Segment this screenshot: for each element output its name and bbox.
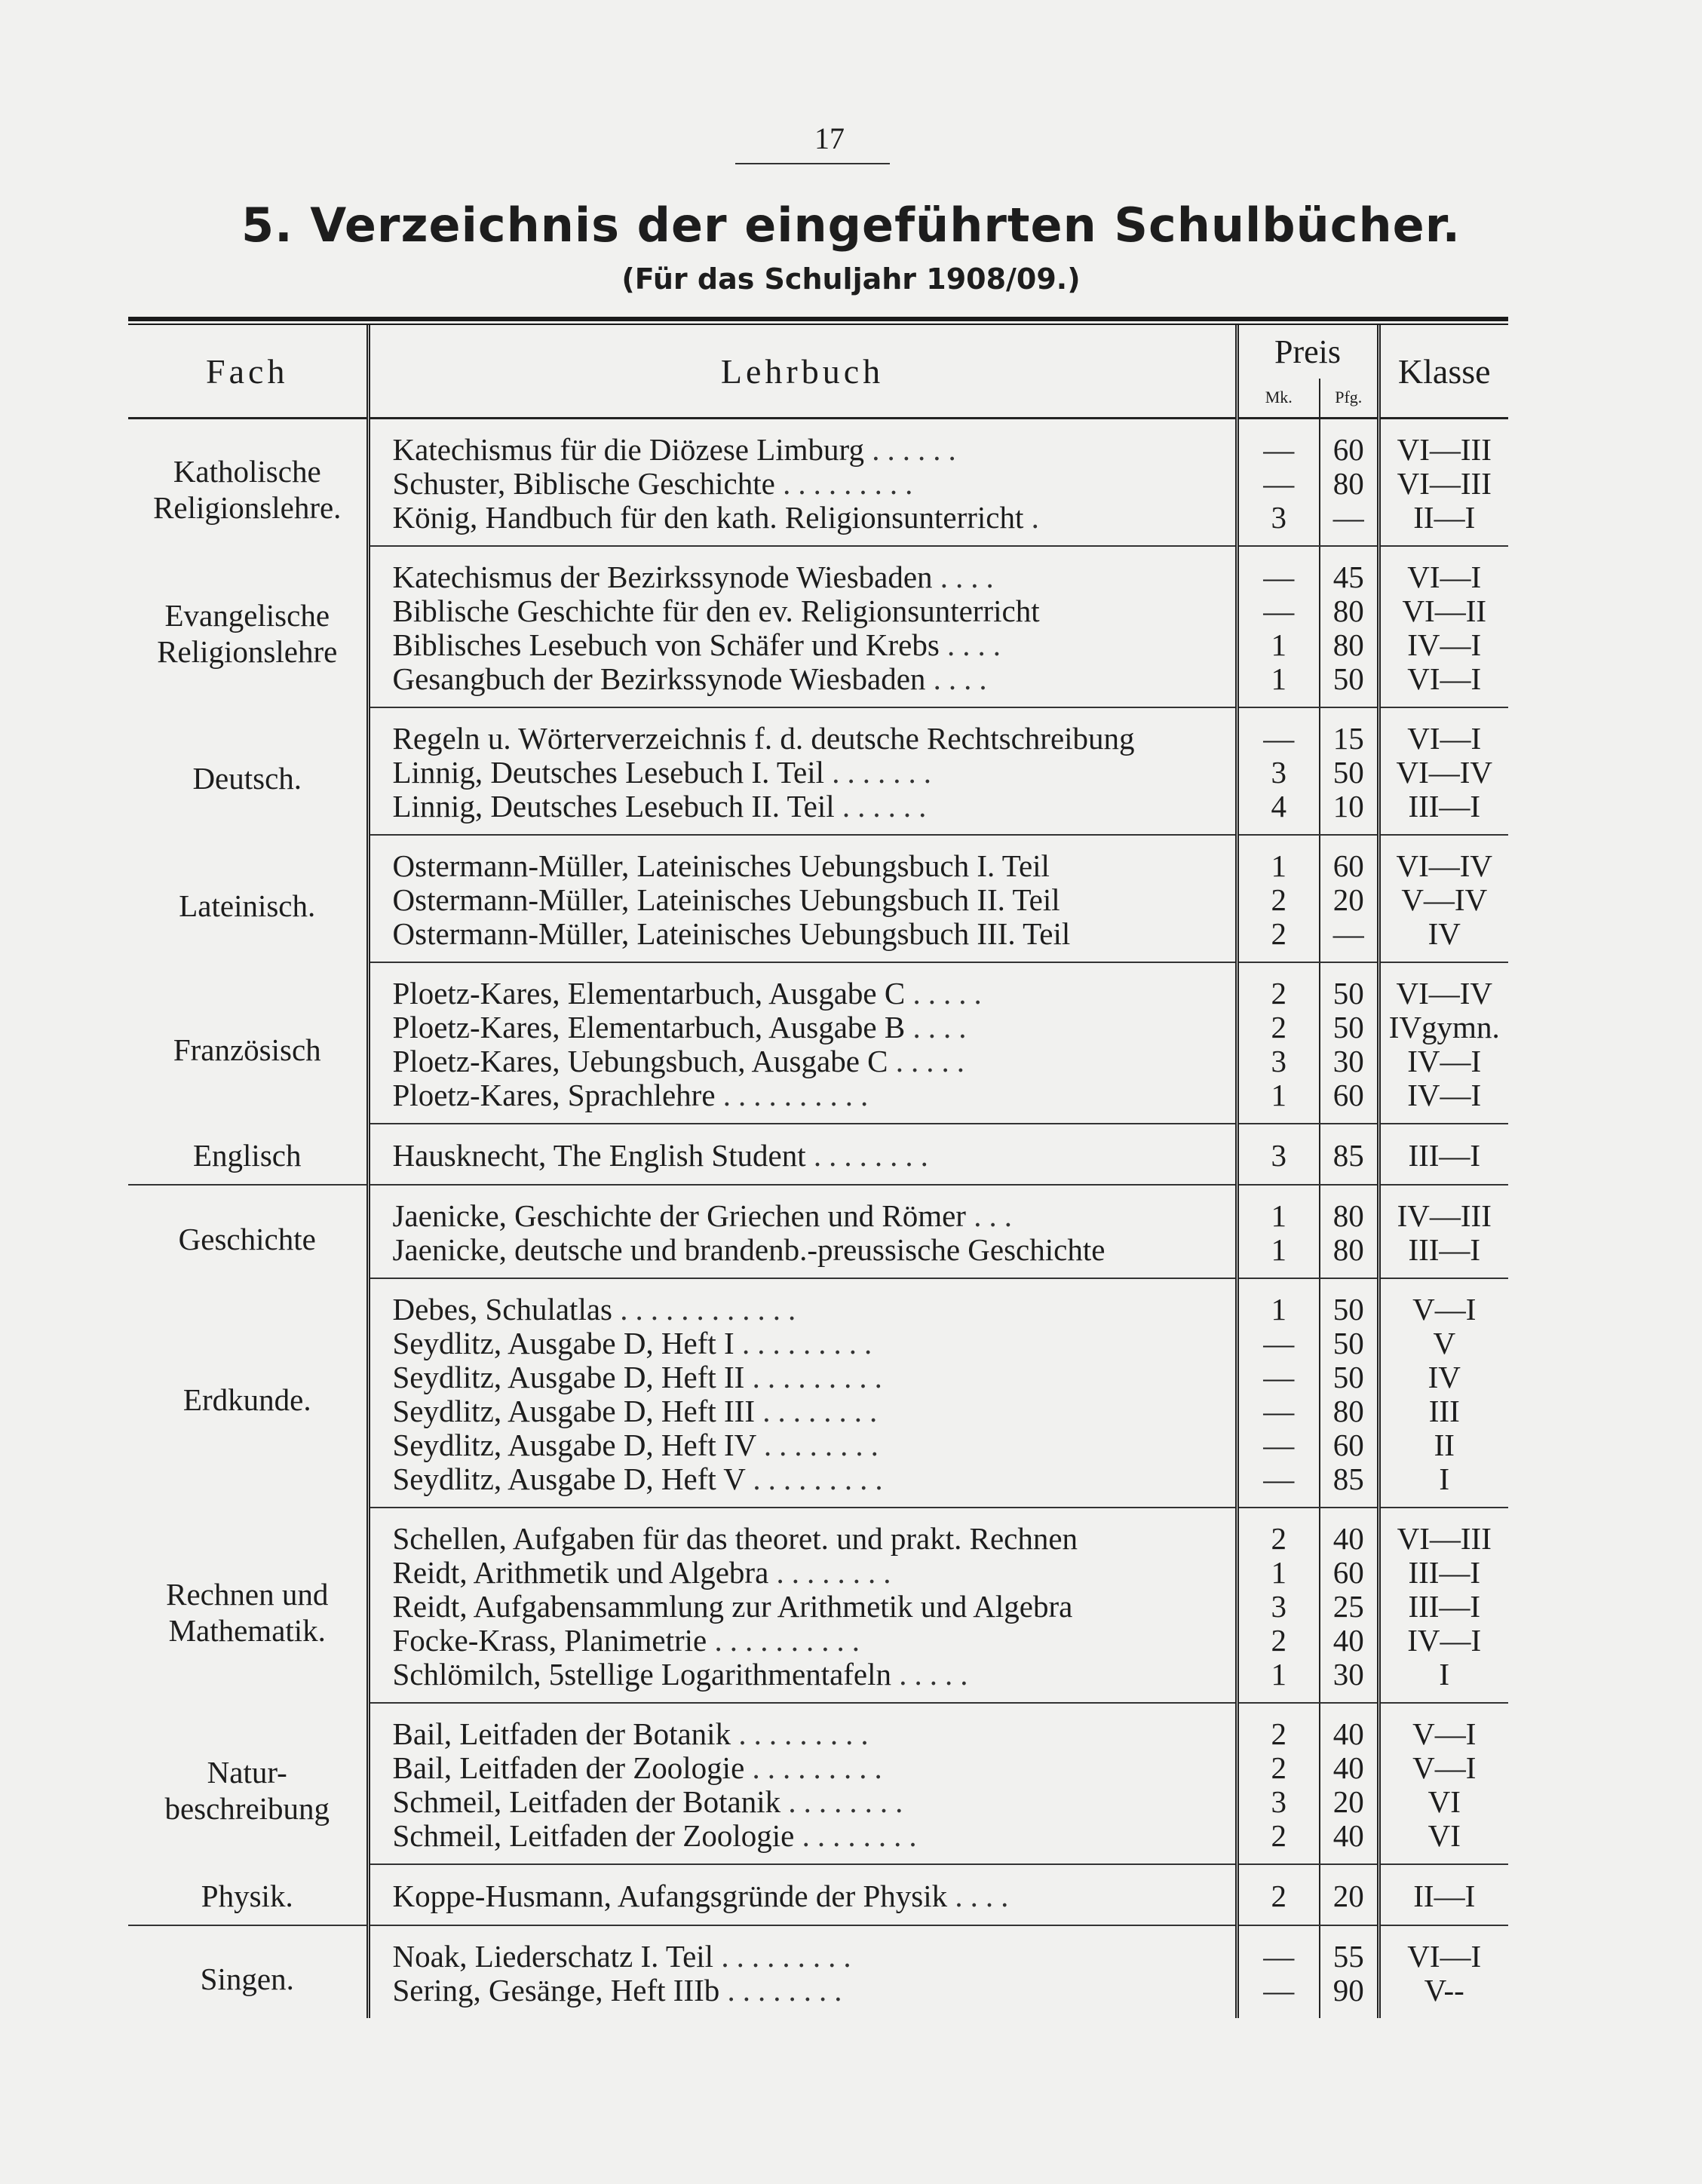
price-pfennig-cell: 80 <box>1320 1185 1378 1233</box>
price-pfennig-cell: 80 <box>1320 594 1378 628</box>
textbook-title: Schellen, Aufgaben für das theoret. und prakt. Rechnen <box>392 1521 1078 1556</box>
class-cell: III <box>1428 1394 1460 1428</box>
subject-cell: Lateinisch. <box>179 888 316 923</box>
table-row <box>128 1703 1508 1751</box>
price-mark-cell: 1 <box>1237 1278 1320 1327</box>
price-mark-cell: 2 <box>1237 1819 1320 1864</box>
class-cell: I <box>1378 1462 1508 1508</box>
class-cell: III—I <box>1408 1589 1481 1624</box>
price-pfennig-cell: 20 <box>1320 1864 1378 1925</box>
price-mark-cell: — <box>1237 1974 1320 2018</box>
price-pfennig-cell: 30 <box>1320 1658 1378 1703</box>
textbook-title: Katechismus für die Diözese Limburg <box>392 432 864 467</box>
class-cell: V <box>1433 1326 1456 1360</box>
class-cell: III—I <box>1408 1555 1481 1590</box>
table-row <box>128 1278 1508 1327</box>
price-pfennig-cell: — <box>1320 917 1378 962</box>
textbook-cell <box>368 1394 1237 1428</box>
textbook-title: Seydlitz, Ausgabe D, Heft III <box>392 1394 755 1428</box>
leader-dots: ...... <box>872 432 964 467</box>
subject-cell: Französisch <box>173 1032 321 1067</box>
textbook-cell <box>368 546 1237 594</box>
class-cell: III—I <box>1378 1233 1508 1278</box>
leader-dots: .......... <box>722 1078 876 1112</box>
price-mark-cell: — <box>1237 1360 1320 1394</box>
table-row <box>128 1925 1508 1974</box>
price-mark-cell: 1 <box>1237 1233 1320 1278</box>
price-pfennig-cell: 50 <box>1320 1360 1378 1394</box>
price-mark-cell: 3 <box>1237 501 1320 546</box>
subject-cell: Natur-beschreibung <box>164 1755 330 1826</box>
textbook-title: Ploetz-Kares, Elementarbuch, Ausgabe C <box>392 976 906 1011</box>
price-mark-cell: — <box>1237 1428 1320 1462</box>
textbook-title: Focke-Krass, Planimetrie <box>392 1624 707 1658</box>
textbook-cell <box>368 790 1237 835</box>
schoolbook-table-wrap <box>128 317 1508 2018</box>
textbook-title: Bail, Leitfaden der Zoologie <box>392 1751 745 1785</box>
textbook-cell <box>368 1658 1237 1703</box>
textbook-cell <box>368 707 1237 756</box>
leader-dots: ......... <box>783 467 921 501</box>
subject-cell: Singen. <box>200 1962 294 1996</box>
subject-cell: Englisch <box>128 1124 368 1185</box>
textbook-cell <box>368 1124 1237 1185</box>
textbook-title: Bail, Leitfaden der Botanik <box>392 1716 731 1751</box>
price-pfennig-cell: 40 <box>1320 1508 1378 1556</box>
price-mark-cell: 1 <box>1237 835 1320 883</box>
leader-dots: . <box>1031 501 1047 535</box>
price-pfennig-cell: 50 <box>1320 756 1378 790</box>
table-row <box>128 1185 1508 1233</box>
price-pfennig-cell: 60 <box>1320 419 1378 468</box>
textbook-title: Ploetz-Kares, Elementarbuch, Ausgabe B <box>392 1011 906 1044</box>
textbook-title: Schmeil, Leitfaden der Zoologie <box>392 1819 795 1853</box>
price-mark-cell: — <box>1237 546 1320 594</box>
subject-cell: Evangelische Religionslehre <box>157 598 338 669</box>
subject-cell: Katholische Religionslehre. <box>153 454 342 525</box>
price-pfennig-cell: 20 <box>1320 883 1378 917</box>
textbook-title: Seydlitz, Ausgabe D, Heft V <box>392 1462 746 1496</box>
price-mark-cell: — <box>1237 707 1320 756</box>
textbook-title: Seydlitz, Ausgabe D, Heft I <box>392 1327 734 1360</box>
subject-cell: Deutsch. <box>192 760 302 796</box>
textbook-title: Seydlitz, Ausgabe D, Heft II <box>392 1360 745 1394</box>
price-mark-cell: — <box>1237 1394 1320 1428</box>
textbook-cell <box>368 1590 1237 1624</box>
price-mark-cell: — <box>1237 1462 1320 1508</box>
price-pfennig-cell: 85 <box>1320 1462 1378 1508</box>
class-cell: V—I <box>1412 1750 1477 1785</box>
class-cell: II <box>1434 1428 1455 1462</box>
price-pfennig-cell: 90 <box>1320 1974 1378 2018</box>
leader-dots: .... <box>940 560 1001 594</box>
textbook-title: Koppe-Husmann, Aufangsgründe der Physik <box>392 1879 948 1913</box>
table-row <box>128 835 1508 883</box>
price-mark-cell: 3 <box>1237 1044 1320 1078</box>
textbook-cell <box>368 1078 1237 1124</box>
class-cell: VI—III <box>1397 1521 1492 1556</box>
price-mark-cell: — <box>1237 1327 1320 1360</box>
textbook-title: Ostermann-Müller, Lateinisches Uebungsbuch III. Teil <box>392 917 1071 951</box>
price-mark-cell: 2 <box>1237 1703 1320 1751</box>
price-pfennig-cell: 60 <box>1320 1078 1378 1124</box>
textbook-title: Seydlitz, Ausgabe D, Heft IV <box>392 1428 756 1462</box>
class-cell: I <box>1378 1658 1508 1703</box>
price-mark-cell: 2 <box>1237 917 1320 962</box>
textbook-title: König, Handbuch für den kath. Religionsunterricht <box>392 501 1024 535</box>
price-pfennig-cell: 40 <box>1320 1819 1378 1864</box>
textbook-cell <box>368 1360 1237 1394</box>
textbook-title: Linnig, Deutsches Lesebuch II. Teil <box>392 790 835 824</box>
leader-dots: ... <box>974 1198 1020 1233</box>
class-cell: III—I <box>1378 1124 1508 1185</box>
page-subtitle: (Für das Schuljahr 1908/09.) <box>621 262 1081 296</box>
page-number: 17 <box>814 121 845 155</box>
leader-dots: .... <box>947 628 1009 662</box>
textbook-cell <box>368 1233 1237 1278</box>
textbook-title: Jaenicke, deutsche und brandenb.-preussische Geschichte <box>392 1233 1106 1267</box>
leader-dots: ......... <box>721 1939 859 1974</box>
price-mark-cell: 2 <box>1237 1508 1320 1556</box>
price-pfennig-cell: 85 <box>1320 1124 1378 1185</box>
header-fach: Fach <box>128 325 368 419</box>
textbook-cell <box>368 1508 1237 1556</box>
price-pfennig-cell: 40 <box>1320 1751 1378 1785</box>
textbook-cell <box>368 883 1237 917</box>
textbook-title: Schuster, Biblische Geschichte <box>392 467 775 501</box>
price-mark-cell: 3 <box>1237 1590 1320 1624</box>
class-cell: IV—I <box>1407 1623 1482 1658</box>
leader-dots: ......... <box>738 1716 876 1751</box>
table-body <box>128 419 1508 2019</box>
price-pfennig-cell: 80 <box>1320 628 1378 662</box>
textbook-cell <box>368 1556 1237 1590</box>
leader-dots: ..... <box>895 1044 973 1078</box>
subject-cell: Physik. <box>128 1864 368 1925</box>
schoolbook-table <box>128 325 1508 2018</box>
textbook-title: Biblische Geschichte für den ev. Religionsunterricht <box>392 594 1040 628</box>
header-mk: Mk. <box>1237 379 1320 419</box>
price-mark-cell: 1 <box>1237 1556 1320 1590</box>
textbook-cell <box>368 835 1237 883</box>
textbook-cell <box>368 1278 1237 1327</box>
class-cell: IV—I <box>1407 1044 1482 1078</box>
class-cell: VI—III <box>1397 466 1492 501</box>
leader-dots: ..... <box>899 1658 976 1692</box>
textbook-title: Gesangbuch der Bezirkssynode Wiesbaden <box>392 662 926 696</box>
textbook-cell <box>368 1044 1237 1078</box>
textbook-cell <box>368 628 1237 662</box>
textbook-title: Ostermann-Müller, Lateinisches Uebungsbuch II. Teil <box>392 883 1060 917</box>
textbook-cell <box>368 1462 1237 1508</box>
price-mark-cell: 1 <box>1237 1658 1320 1703</box>
price-pfennig-cell: 50 <box>1320 1327 1378 1360</box>
class-cell: VI—III <box>1397 432 1492 467</box>
leader-dots: ..... <box>912 976 989 1011</box>
price-mark-cell: — <box>1237 467 1320 501</box>
price-mark-cell: — <box>1237 419 1320 468</box>
price-pfennig-cell: 50 <box>1320 1011 1378 1044</box>
textbook-cell <box>368 756 1237 790</box>
table-row <box>128 1864 1508 1925</box>
leader-dots: ........ <box>813 1138 936 1173</box>
leader-dots: ....... <box>832 756 939 790</box>
textbook-cell <box>368 1819 1237 1864</box>
price-pfennig-cell: 10 <box>1320 790 1378 835</box>
textbook-cell <box>368 1185 1237 1233</box>
leader-dots: ......... <box>752 1360 890 1394</box>
price-mark-cell: 2 <box>1237 1624 1320 1658</box>
textbook-cell <box>368 1011 1237 1044</box>
textbook-title: Regeln u. Wörterverzeichnis f. d. deutsche Rechtschreibung <box>392 721 1135 756</box>
textbook-title: Schlömilch, 5stellige Logarithmentafeln <box>392 1658 892 1692</box>
price-pfennig-cell: 80 <box>1320 1233 1378 1278</box>
textbook-cell <box>368 917 1237 962</box>
price-pfennig-cell: 30 <box>1320 1044 1378 1078</box>
class-cell: VI—I <box>1407 1939 1482 1974</box>
leader-dots: ......... <box>753 1462 891 1496</box>
class-cell: IV <box>1378 917 1508 962</box>
textbook-title: Ploetz-Kares, Sprachlehre <box>392 1078 716 1112</box>
textbook-title: Sering, Gesänge, Heft IIIb <box>392 1974 720 2008</box>
class-cell: VI—IV <box>1396 976 1493 1011</box>
price-pfennig-cell: 80 <box>1320 467 1378 501</box>
top-rule <box>128 317 1508 321</box>
textbook-cell <box>368 594 1237 628</box>
price-mark-cell: 2 <box>1237 1011 1320 1044</box>
subject-cell: Geschichte <box>178 1221 316 1256</box>
textbook-title: Hausknecht, The English Student <box>392 1138 806 1173</box>
class-cell: IVgymn. <box>1388 1010 1500 1044</box>
class-cell: IV—I <box>1378 1078 1508 1124</box>
textbook-title: Noak, Liederschatz I. Teil <box>392 1939 714 1974</box>
class-cell: VI—II <box>1402 594 1487 628</box>
leader-dots: ........ <box>776 1556 899 1590</box>
price-mark-cell: 3 <box>1237 1785 1320 1819</box>
leader-dots: ........ <box>727 1974 850 2008</box>
textbook-title: Jaenicke, Geschichte der Griechen und Römer <box>392 1198 966 1233</box>
subject-cell: Rechnen und Mathematik. <box>166 1576 329 1648</box>
textbook-cell <box>368 1327 1237 1360</box>
table-row <box>128 707 1508 756</box>
textbook-cell <box>368 662 1237 707</box>
price-mark-cell: 3 <box>1237 756 1320 790</box>
leader-dots: ........ <box>802 1819 925 1853</box>
price-pfennig-cell: 45 <box>1320 546 1378 594</box>
table-row <box>128 962 1508 1011</box>
textbook-title: Reidt, Aufgabensammlung zur Arithmetik und Algebra <box>392 1590 1073 1624</box>
price-pfennig-cell: 25 <box>1320 1590 1378 1624</box>
class-cell: IV—I <box>1407 627 1482 662</box>
textbook-cell <box>368 1864 1237 1925</box>
class-cell: VI—I <box>1407 721 1482 756</box>
textbook-cell <box>368 1974 1237 2018</box>
price-mark-cell: 2 <box>1237 1864 1320 1925</box>
price-pfennig-cell: 20 <box>1320 1785 1378 1819</box>
table-row <box>128 1508 1508 1556</box>
textbook-title: Reidt, Arithmetik und Algebra <box>392 1556 769 1590</box>
header-pfg: Pfg. <box>1320 379 1378 419</box>
leader-dots: .... <box>912 1011 974 1044</box>
price-mark-cell: 2 <box>1237 883 1320 917</box>
class-cell: VI—I <box>1378 662 1508 707</box>
leader-dots: ...... <box>842 790 934 824</box>
page-number-rule <box>735 163 890 164</box>
textbook-title: Ostermann-Müller, Lateinisches Uebungsbuch I. Teil <box>392 848 1050 883</box>
header-preis: Preis <box>1237 325 1378 379</box>
textbook-cell <box>368 1925 1237 1974</box>
textbook-cell <box>368 467 1237 501</box>
subject-cell: Erdkunde. <box>182 1382 311 1417</box>
class-cell: II—I <box>1378 1864 1508 1925</box>
class-cell: III—I <box>1378 790 1508 835</box>
price-mark-cell: 4 <box>1237 790 1320 835</box>
price-mark-cell: — <box>1237 1925 1320 1974</box>
class-cell: IV—III <box>1397 1198 1492 1233</box>
textbook-title: Ploetz-Kares, Uebungsbuch, Ausgabe C <box>392 1044 888 1078</box>
textbook-title: Biblisches Lesebuch von Schäfer und Krebs <box>392 628 940 662</box>
leader-dots: ............ <box>620 1292 804 1327</box>
price-mark-cell: 1 <box>1237 628 1320 662</box>
price-pfennig-cell: 50 <box>1320 962 1378 1011</box>
textbook-cell <box>368 1751 1237 1785</box>
table-row <box>128 546 1508 594</box>
textbook-title: Debes, Schulatlas <box>392 1292 612 1327</box>
price-mark-cell: — <box>1237 594 1320 628</box>
price-pfennig-cell: 55 <box>1320 1925 1378 1974</box>
leader-dots: ......... <box>752 1751 890 1785</box>
class-cell: VI—IV <box>1396 755 1493 790</box>
page-title: 5. Verzeichnis der eingeführten Schulbücher. <box>241 198 1461 253</box>
table-row <box>128 1124 1508 1185</box>
leader-dots: ........ <box>788 1785 911 1819</box>
textbook-cell <box>368 1703 1237 1751</box>
textbook-title: Linnig, Deutsches Lesebuch I. Teil <box>392 756 824 790</box>
header-klasse: Klasse <box>1378 325 1508 419</box>
price-mark-cell: 1 <box>1237 1078 1320 1124</box>
price-pfennig-cell: 15 <box>1320 707 1378 756</box>
textbook-cell <box>368 1624 1237 1658</box>
price-mark-cell: 1 <box>1237 1185 1320 1233</box>
price-mark-cell: 2 <box>1237 1751 1320 1785</box>
class-cell: V—I <box>1412 1716 1477 1751</box>
textbook-title: Katechismus der Bezirkssynode Wiesbaden <box>392 560 933 594</box>
class-cell: V-- <box>1424 1973 1464 2008</box>
textbook-cell <box>368 1785 1237 1819</box>
class-cell: VI—I <box>1407 560 1482 594</box>
class-cell: V—IV <box>1401 882 1488 917</box>
price-mark-cell: 3 <box>1237 1124 1320 1185</box>
textbook-title: Schmeil, Leitfaden der Botanik <box>392 1785 781 1819</box>
class-cell: IV <box>1428 1360 1461 1394</box>
price-pfennig-cell: 40 <box>1320 1624 1378 1658</box>
header-lehrbuch: Lehrbuch <box>368 325 1237 419</box>
textbook-cell <box>368 501 1237 546</box>
class-cell: II—I <box>1378 501 1508 546</box>
class-cell: VI <box>1428 1784 1461 1819</box>
price-pfennig-cell: 60 <box>1320 835 1378 883</box>
table-row <box>128 419 1508 468</box>
leader-dots: ........ <box>762 1394 885 1428</box>
textbook-cell <box>368 962 1237 1011</box>
price-pfennig-cell: 50 <box>1320 662 1378 707</box>
price-pfennig-cell: 50 <box>1320 1278 1378 1327</box>
price-pfennig-cell: 80 <box>1320 1394 1378 1428</box>
price-mark-cell: 2 <box>1237 962 1320 1011</box>
price-pfennig-cell: 40 <box>1320 1703 1378 1751</box>
class-cell: VI—IV <box>1396 848 1493 883</box>
price-pfennig-cell: 60 <box>1320 1556 1378 1590</box>
textbook-cell <box>368 1428 1237 1462</box>
price-mark-cell: 1 <box>1237 662 1320 707</box>
leader-dots: .... <box>955 1879 1017 1913</box>
leader-dots: .... <box>933 662 995 696</box>
price-pfennig-cell: 60 <box>1320 1428 1378 1462</box>
leader-dots: .......... <box>714 1624 867 1658</box>
class-cell: VI <box>1378 1819 1508 1864</box>
class-cell: V—I <box>1412 1292 1477 1327</box>
leader-dots: ......... <box>741 1327 880 1360</box>
leader-dots: ........ <box>763 1428 886 1462</box>
price-pfennig-cell: — <box>1320 501 1378 546</box>
textbook-cell <box>368 419 1237 468</box>
